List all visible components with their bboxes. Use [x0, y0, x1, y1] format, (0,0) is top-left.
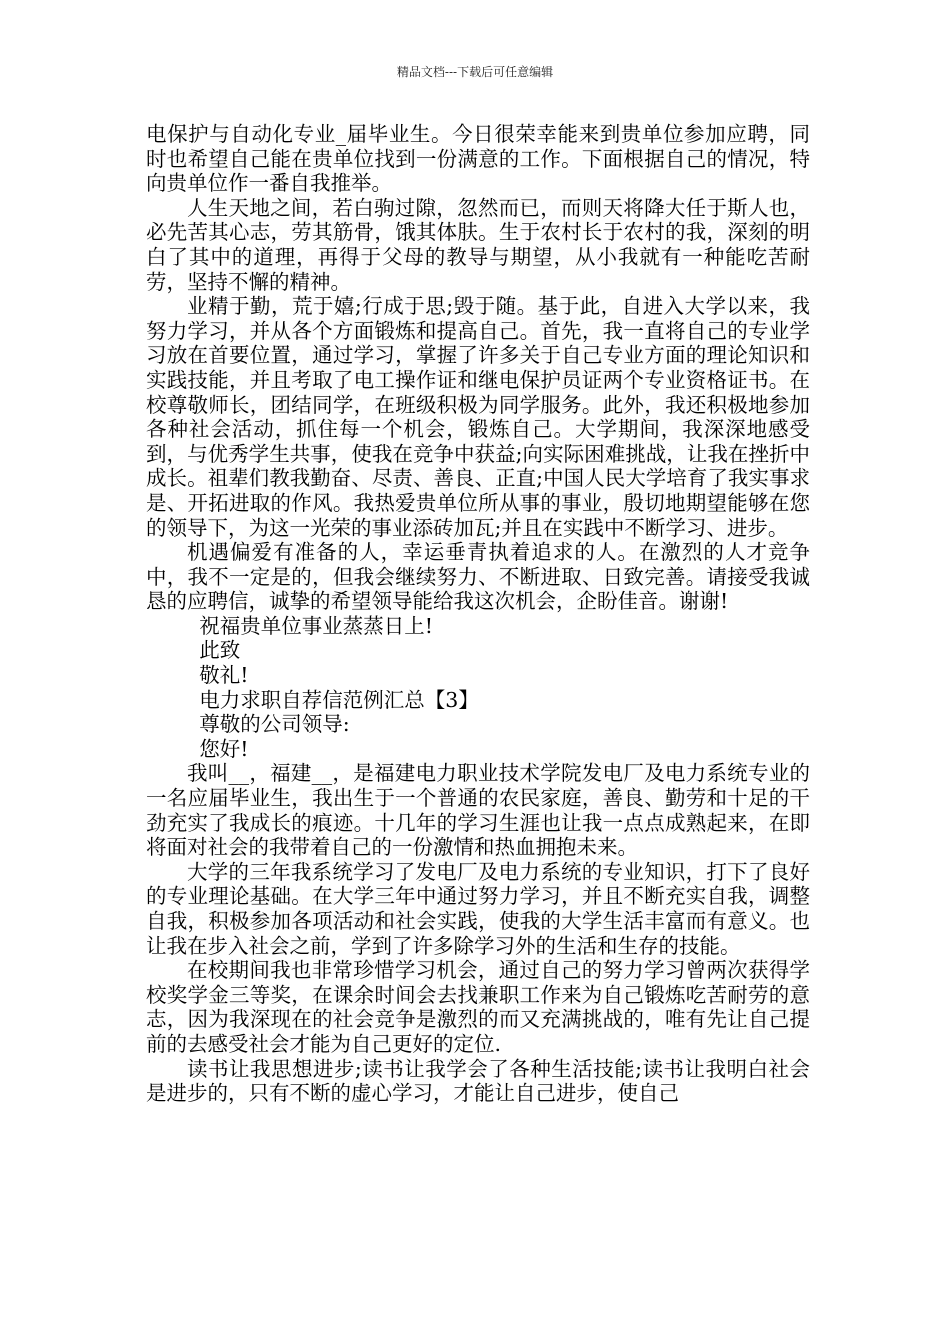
- letter-hello: 您好!: [199, 736, 249, 761]
- paragraph-2: 人生天地之间，若白驹过隙，忽然而已，而则天将降大任于斯人也，必先苦其心志，劳其筋骨，饿其体肤。生于农村长于农村的我，深刻的明白了其中的道理，再得于父母的教导与期望，从小我就有一种能吃苦耐劳，坚持不懈的精神。: [146, 195, 810, 294]
- paragraph-3: 业精于勤，荒于嬉;行成于思;毁于随。基于此，自进入大学以来，我努力学习，并从各个方面锻炼和提高自己。首先，我一直将自己的专业学习放在首要位置，通过学习，掌握了许多关于自己专业方面的理论知识和实践技能，并且考取了电工操作证和继电保护员证两个专业资格证书。在校尊敬师长，团结同学，在班级积极为同学服务。此外，我还积极地参加各种社会活动，抓住每一个机会，锻炼自己。大学期间，我深深地感受到，与优秀学生共事，使我在竞争中获益;向实际困难挑战，让我在挫折中成长。祖辈们教我勤奋、尽责、善良、正直;中国人民大学培育了我实事求是、开拓进取的作风。我热爱贵单位所从事的事业，殷切地期望能够在您的领导下，为这一光荣的事业添砖加瓦;并且在实践中不断学习、进步。: [146, 294, 810, 540]
- closing-salutation: 此致: [199, 638, 241, 663]
- section-heading: 电力求职自荐信范例汇总【3】: [199, 687, 479, 712]
- document-body: [146, 122, 810, 1106]
- paragraph-5: 我叫__，福建__，是福建电力职业技术学院发电厂及电力系统专业的一名应届毕业生，我出生于一个普通的农民家庭，善良、勤劳和十足的干劲充实了我成长的痕迹。十几年的学习生涯也让我一点点成熟起来，在即将面对社会的我带着自己的一份激情和热血拥抱未来。: [146, 761, 810, 860]
- paragraph-1: 电保护与自动化专业_届毕业生。今日很荣幸能来到贵单位参加应聘，同时也希望自己能在贵单位找到一份满意的工作。下面根据自己的情况，特向贵单位作一番自我推举。: [146, 122, 810, 196]
- closing-regards: 敬礼!: [199, 663, 249, 688]
- paragraph-4: 机遇偏爱有准备的人，幸运垂青执着追求的人。在激烈的人才竞争中，我不一定是的，但我会继续努力、不断进取、日致完善。请接受我诚恳的应聘信，诚挚的希望领导能给我这次机会，企盼佳音。谢谢!: [146, 540, 810, 614]
- paragraph-6: 大学的三年我系统学习了发电厂及电力系统的专业知识，打下了良好的专业理论基础。在大学三年中通过努力学习，并且不断充实自我，调整自我，积极参加各项活动和社会实践，使我的大学生活丰富而有意义。也让我在步入社会之前，学到了许多除学习外的生活和生存的技能。: [146, 859, 810, 958]
- paragraph-8: 读书让我思想进步;读书让我学会了各种生活技能;读书让我明白社会是进步的，只有不断的虚心学习，才能让自己进步，使自己: [146, 1056, 810, 1106]
- letter-greeting: 尊敬的公司领导:: [199, 712, 350, 737]
- paragraph-7: 在校期间我也非常珍惜学习机会，通过自己的努力学习曾两次获得学校奖学金三等奖，在课余时间会去找兼职工作来为自己锻炼吃苦耐劳的意志，因为我深现在的社会竞争是激烈的而又充满挑战的，唯有先让自己提前的去感受社会才能为自己更好的定位.: [146, 958, 810, 1056]
- closing-wish: 祝福贵单位事业蒸蒸日上!: [199, 613, 434, 638]
- page-header: 精品文档---下载后可任意编辑: [396, 65, 554, 79]
